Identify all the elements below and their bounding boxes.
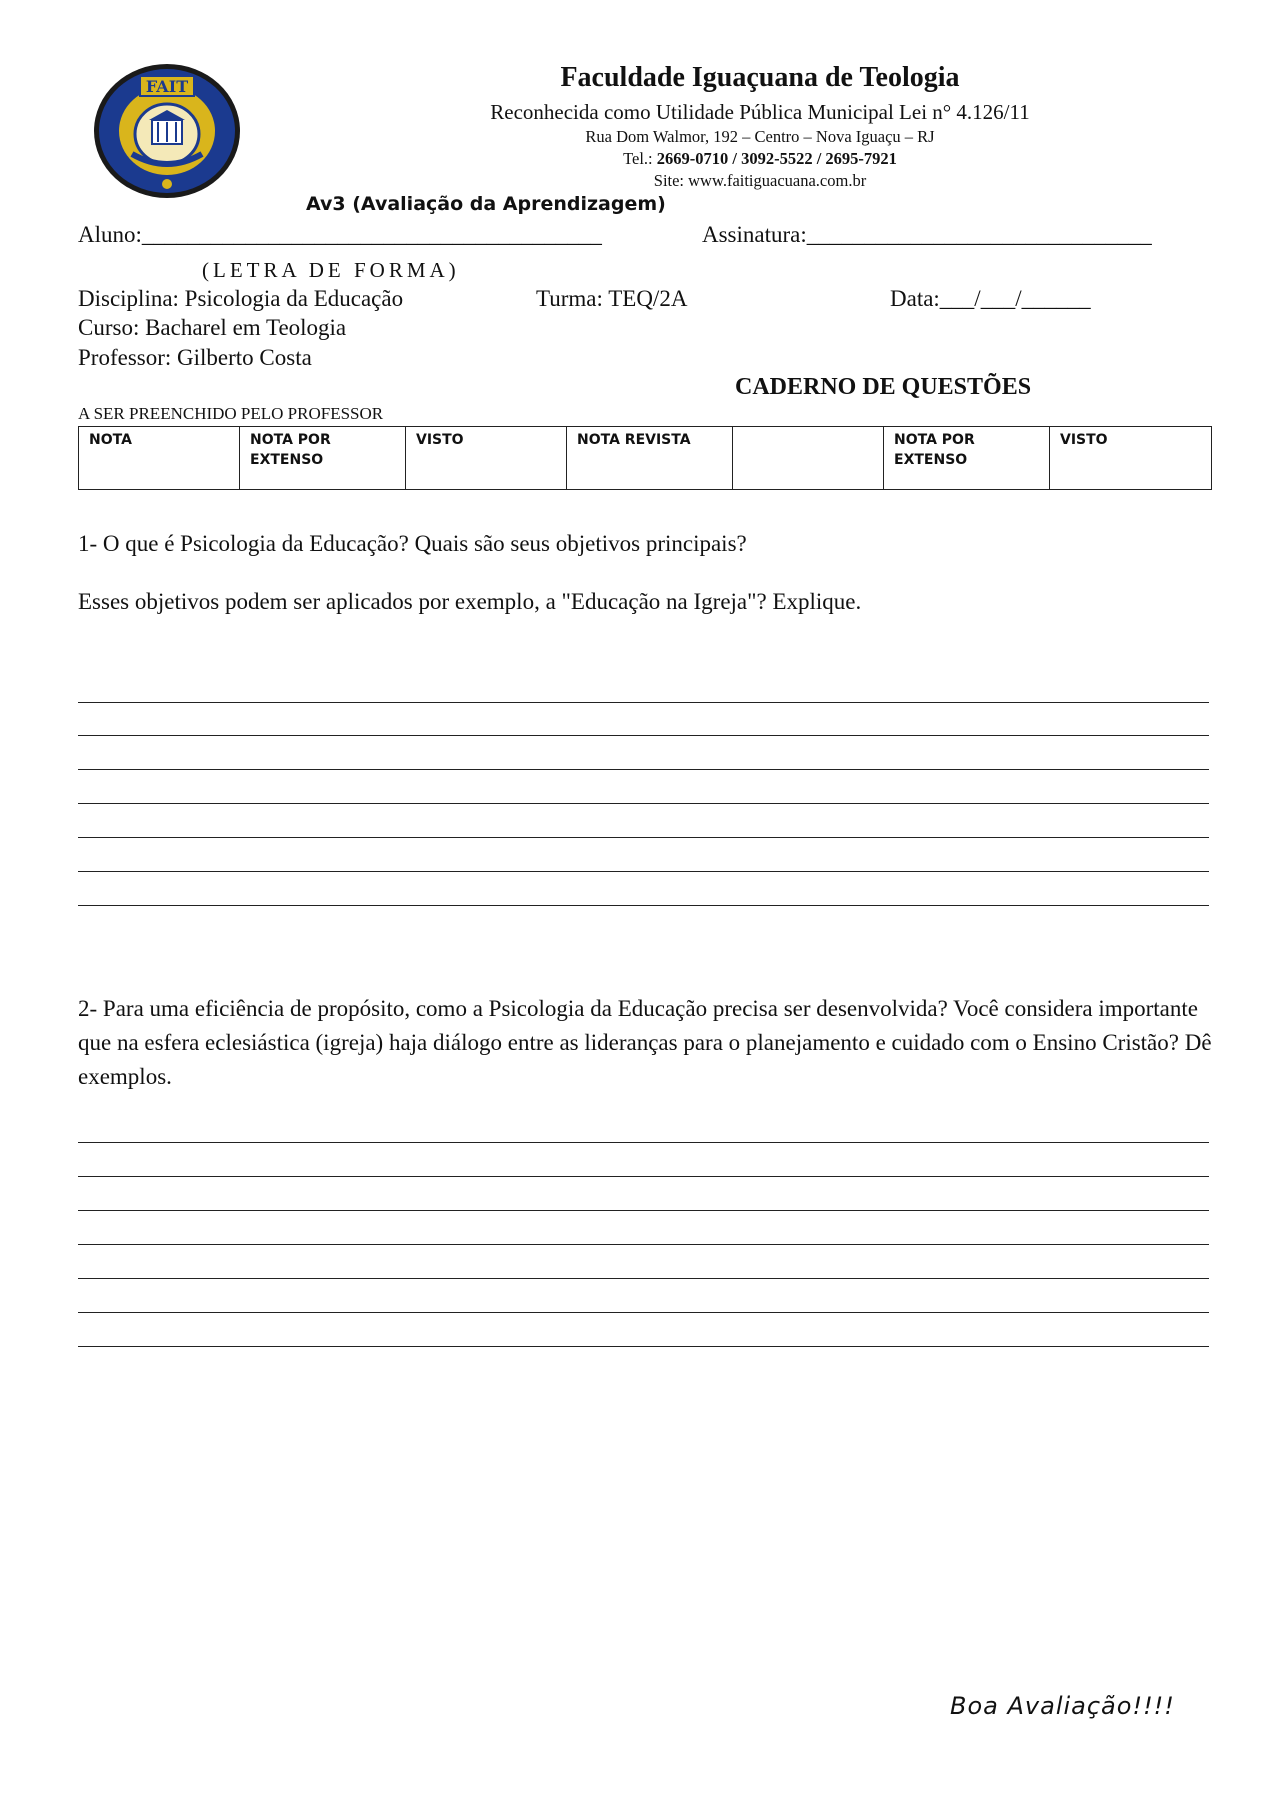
answer-line[interactable] (78, 1278, 1209, 1279)
block-letters-note: (LETRA DE FORMA) (202, 258, 460, 282)
signature-field[interactable]: Assinatura:______________________________ (702, 222, 1152, 247)
address-line: Rua Dom Walmor, 192 – Centro – Nova Iguaçu – RJ (585, 127, 935, 146)
professor-fill-note: A SER PREENCHIDO PELO PROFESSOR (78, 404, 384, 423)
fait-logo (92, 62, 242, 200)
answer-line[interactable] (78, 871, 1209, 872)
grade-cell-nota-extenso[interactable]: NOTA POR EXTENSO (240, 427, 406, 490)
answer-line[interactable] (78, 1176, 1209, 1177)
site-line: Site: www.faitiguacuana.com.br (653, 171, 867, 190)
question-booklet-heading: CADERNO DE QUESTÕES (735, 374, 1032, 400)
answer-line[interactable] (78, 1244, 1209, 1245)
answer-line[interactable] (78, 803, 1209, 804)
answer-line[interactable] (78, 769, 1209, 770)
grade-table (78, 426, 1212, 490)
logo-text: FAIT (145, 77, 189, 96)
question-2: 2- Para uma eficiência de propósito, como a Psicologia da Educação precisa ser desenvolvida? Você considera importante que na esfera eclesiástica (igreja) haja diálogo entre as lideranças para o planejamento e cuidado com o Ensino Cristão? Dê exemplos. (78, 996, 1212, 1089)
answer-line[interactable] (78, 1312, 1209, 1313)
class-label: Turma: TEQ/2A (536, 286, 688, 311)
answer-line[interactable] (78, 1142, 1209, 1143)
institution-name: Faculdade Iguaçuana de Teologia (560, 62, 960, 93)
question-1-followup: Esses objetivos podem ser aplicados por exemplo, a "Educação na Igreja"? Explique. (78, 589, 862, 614)
student-name-field[interactable]: Aluno:________________________________________ (78, 222, 602, 247)
course-label: Curso: Bacharel em Teologia (78, 315, 347, 340)
answer-line[interactable] (78, 837, 1209, 838)
grade-cell-blank[interactable] (733, 427, 884, 490)
answer-line[interactable] (78, 1210, 1209, 1211)
good-luck-message: Boa Avaliação!!!! (950, 1692, 1175, 1720)
exam-title: Av3 (Avaliação da Aprendizagem) (306, 193, 666, 215)
telephone-line (420, 149, 1100, 169)
recognition-line: Reconhecida como Utilidade Pública Municipal Lei n° 4.126/11 (490, 100, 1030, 124)
tel-label: Tel.: (623, 149, 657, 168)
grade-cell-nota-extenso-2[interactable]: NOTA POR EXTENSO (884, 427, 1050, 490)
answer-line[interactable] (78, 905, 1209, 906)
answer-line[interactable] (78, 702, 1209, 703)
question-1: 1- O que é Psicologia da Educação? Quais são seus objetivos principais? (78, 531, 747, 556)
grade-cell-nota-revista[interactable]: NOTA REVISTA (567, 427, 733, 490)
grade-cell-nota[interactable]: NOTA (79, 427, 240, 490)
grade-cell-visto[interactable]: VISTO (406, 427, 567, 490)
grade-cell-visto-2[interactable]: VISTO (1050, 427, 1212, 490)
answer-line[interactable] (78, 1346, 1209, 1347)
professor-label: Professor: Gilberto Costa (78, 345, 312, 370)
answer-line[interactable] (78, 735, 1209, 736)
date-field[interactable]: Data:___/___/______ (890, 286, 1091, 311)
subject-label: Disciplina: Psicologia da Educação (78, 286, 404, 311)
tel-numbers: 2669-0710 / 3092-5522 / 2695-7921 (656, 149, 897, 168)
